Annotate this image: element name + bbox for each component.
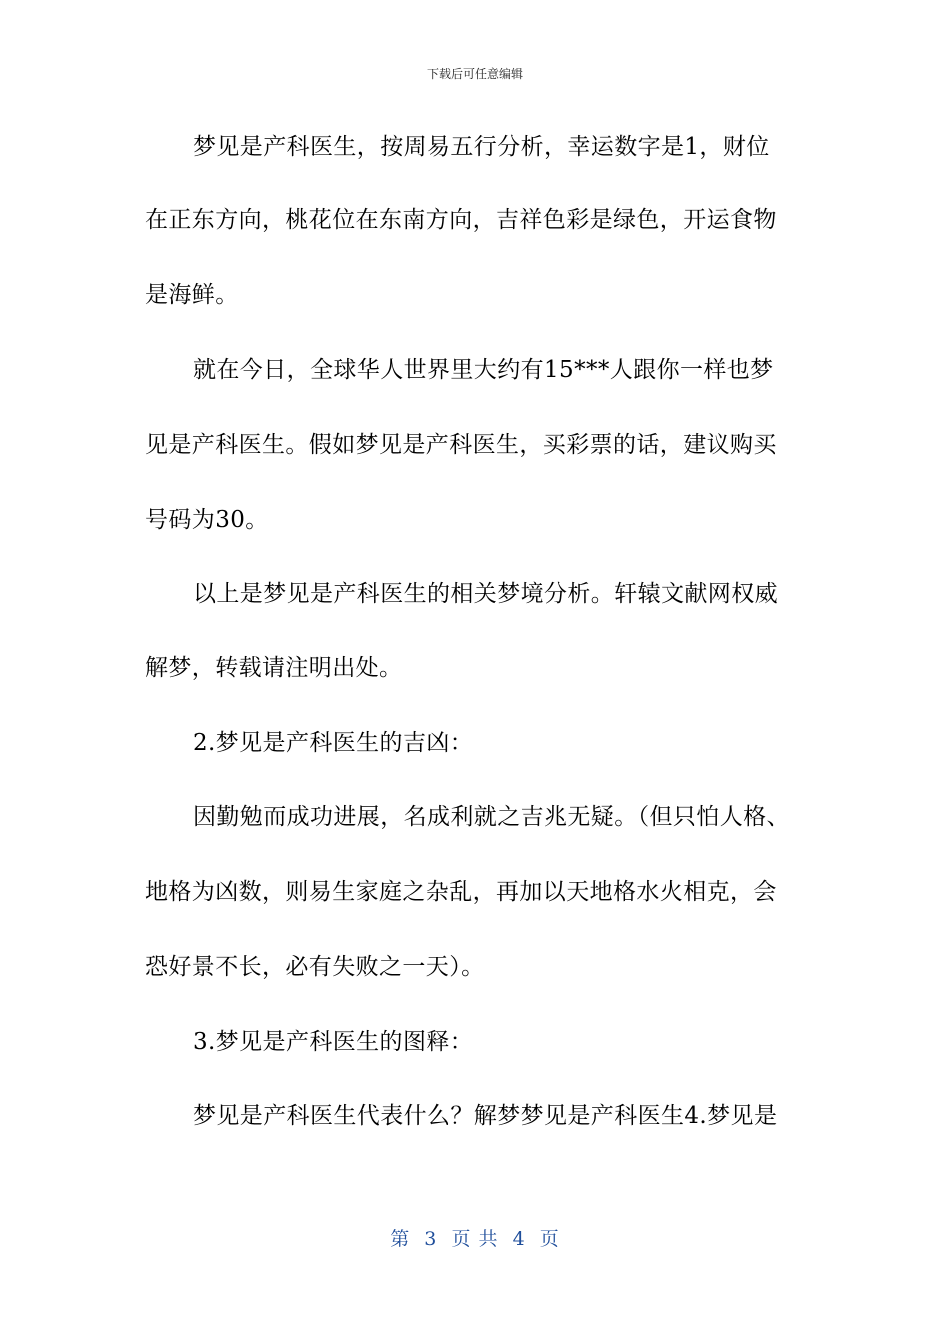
body-text-line: 是海鲜。 [145, 282, 239, 308]
body-text-line: 号码为30。 [145, 507, 269, 533]
section-heading: 2.梦见是产科医生的吉凶： [193, 730, 474, 756]
body-text-line: 梦见是产科医生，按周易五行分析，幸运数字是1，财位 [193, 134, 770, 160]
body-text-line: 恐好景不长，必有失败之一天）。 [145, 954, 485, 980]
body-text-line: 梦见是产科医生代表什么？解梦梦见是产科医生4.梦见是 [193, 1103, 778, 1129]
body-text-line: 因勤勉而成功进展，名成利就之吉兆无疑。（但只怕人格、 [193, 804, 790, 830]
page-number-label: 第 3 页 共 4 页 [390, 1228, 560, 1250]
page-number-footer [0, 1226, 950, 1252]
body-text-line: 就在今日，全球华人世界里大约有15***人跟你一样也梦 [193, 357, 774, 383]
body-text-line: 地格为凶数，则易生家庭之杂乱，再加以天地格水火相克，会 [145, 879, 777, 905]
body-text-line: 解梦，转载请注明出处。 [145, 655, 403, 681]
body-text-line: 在正东方向，桃花位在东南方向，吉祥色彩是绿色，开运食物 [145, 207, 777, 233]
body-text-line: 见是产科医生。假如梦见是产科医生，买彩票的话，建议购买 [145, 432, 777, 458]
body-text-line: 以上是梦见是产科医生的相关梦境分析。轩辕文献网权威 [193, 581, 778, 607]
section-heading: 3.梦见是产科医生的图释： [193, 1029, 474, 1055]
page-header-note: 下载后可任意编辑 [426, 67, 523, 81]
